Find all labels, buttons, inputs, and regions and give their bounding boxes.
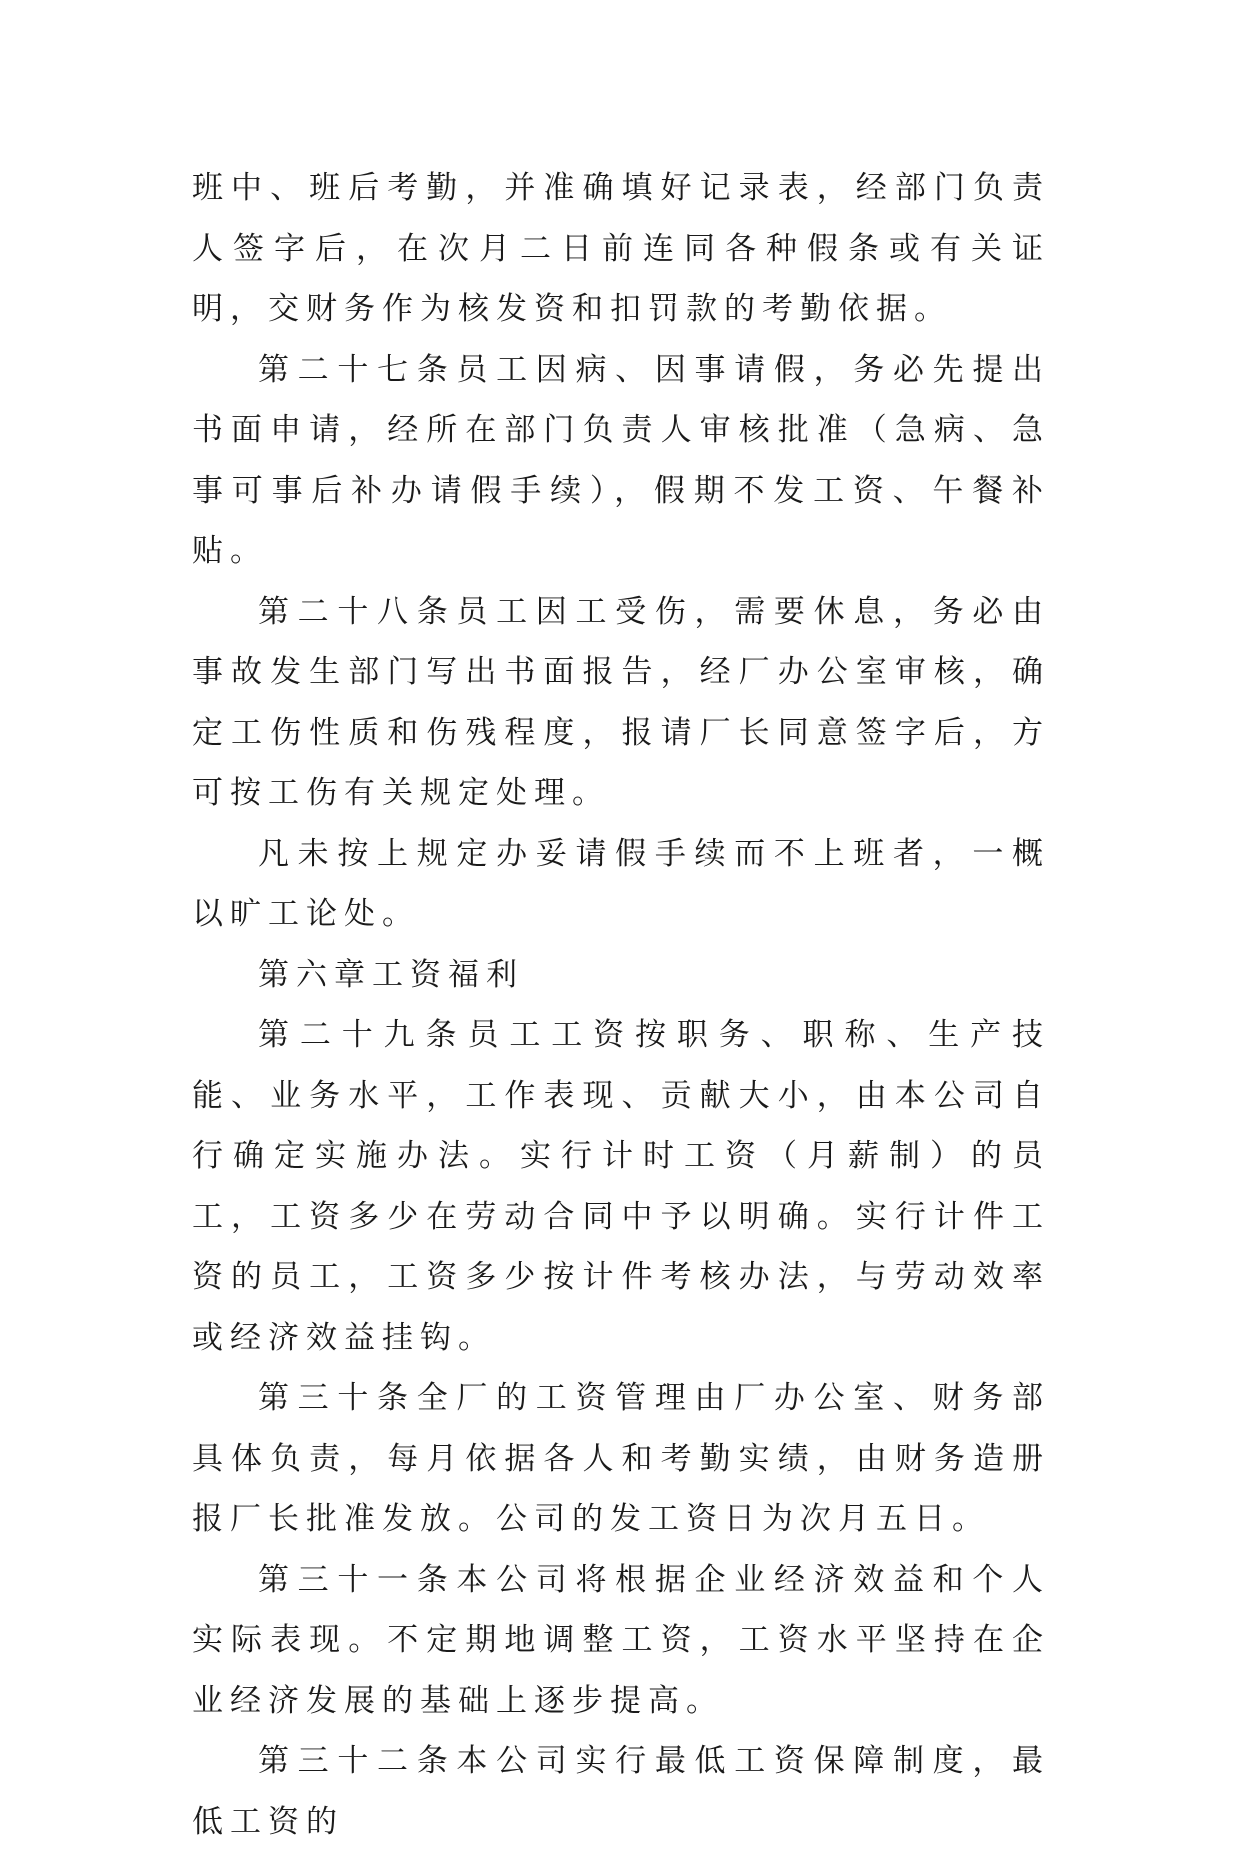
paragraph-article-28: 第二十八条员工因工受伤，需要休息，务必由事故发生部门写出书面报告，经厂办公室审核，确定工伤性质和伤残程度，报请厂长同意签字后，方可按工伤有关规定处理。 [192, 593, 1050, 811]
paragraph-article-29: 第二十九条员工工资按职务、职称、生产技能、业务水平，工作表现、贡献大小，由本公司自行确定实施办法。实行计时工资（月薪制）的员工，工资多少在劳动合同中予以明确。实行计件工资的员工，工资多少按计件考核办法，与劳动效率或经济效益挂钩。 [192, 1017, 1050, 1356]
paragraph-article-32: 第三十二条本公司实行最低工资保障制度，最低工资的 [192, 1743, 1050, 1840]
paragraph-article-30: 第三十条全厂的工资管理由厂办公室、财务部具体负责，每月依据各人和考勤实绩，由财务造册报厂长批准发放。公司的发工资日为次月五日。 [192, 1380, 1050, 1537]
chapter-heading-wages: 第六章工资福利 [258, 956, 524, 993]
paragraph-article-27: 第二十七条员工因病、因事请假，务必先提出书面申请，经所在部门负责人审核批准（急病、急事可事后补办请假手续），假期不发工资、午餐补贴。 [192, 351, 1050, 569]
paragraph-attendance-records: 班中、班后考勤，并准确填好记录表，经部门负责人签字后，在次月二日前连同各种假条或有关证明，交财务作为核发资和扣罚款的考勤依据。 [192, 170, 1050, 327]
document-body [192, 158, 1050, 1852]
paragraph-article-31: 第三十一条本公司将根据企业经济效益和个人实际表现。不定期地调整工资，工资水平坚持在企业经济发展的基础上逐步提高。 [192, 1561, 1050, 1719]
paragraph-absence-rule: 凡未按上规定办妥请假手续而不上班者，一概以旷工论处。 [192, 835, 1050, 932]
